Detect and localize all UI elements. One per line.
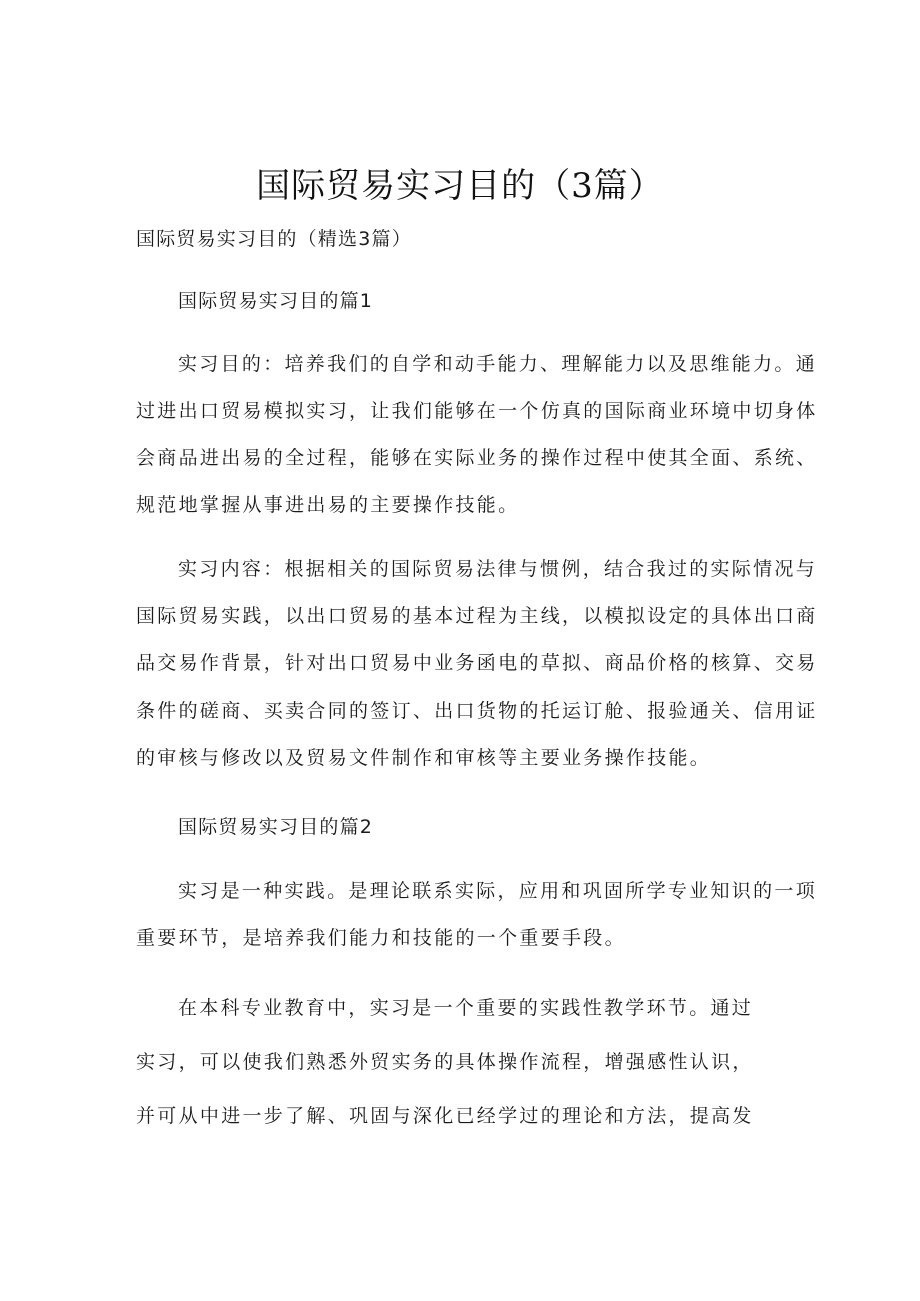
document-subtitle: 国际贸易实习目的（精选3篇） xyxy=(136,228,412,250)
section1-heading: 国际贸易实习目的篇1 xyxy=(178,290,374,312)
document-title: 国际贸易实习目的（3篇） xyxy=(256,166,664,206)
paragraph-line: 实习，可以使我们熟悉外贸实务的具体操作流程，增强感性认识， xyxy=(136,1051,754,1073)
paragraph-line: 实习内容：根据相关的国际贸易法律与惯例，结合我过的实际情况与 xyxy=(178,558,818,580)
section2-heading: 国际贸易实习目的篇2 xyxy=(178,816,374,838)
paragraph-line: 会商品进出易的全过程，能够在实际业务的操作过程中使其全面、系统、 xyxy=(136,447,818,469)
paragraph-line: 条件的磋商、买卖合同的签订、出口货物的托运订舱、报验通关、信用证 xyxy=(136,700,818,722)
paragraph-line: 规范地掌握从事进出易的主要操作技能。 xyxy=(136,494,520,516)
paragraph-line: 国际贸易实践，以出口贸易的基本过程为主线，以模拟设定的具体出口商 xyxy=(136,605,818,627)
paragraph-line: 在本科专业教育中，实习是一个重要的实践性教学环节。通过 xyxy=(178,997,754,1019)
paragraph-line: 重要环节，是培养我们能力和技能的一个重要手段。 xyxy=(136,927,626,949)
paragraph-line: 实习是一种实践。是理论联系实际，应用和巩固所学专业知识的一项 xyxy=(178,880,818,902)
paragraph-line: 的审核与修改以及贸易文件制作和审核等主要业务操作技能。 xyxy=(136,747,712,769)
paragraph-line: 品交易作背景，针对出口贸易中业务函电的草拟、商品价格的核算、交易 xyxy=(136,652,818,674)
paragraph-line: 实习目的：培养我们的自学和动手能力、理解能力以及思维能力。通 xyxy=(178,353,818,375)
paragraph-line: 并可从中进一步了解、巩固与深化已经学过的理论和方法，提高发 xyxy=(136,1105,754,1127)
paragraph-line: 过进出口贸易模拟实习，让我们能够在一个仿真的国际商业环境中切身体 xyxy=(136,400,818,422)
